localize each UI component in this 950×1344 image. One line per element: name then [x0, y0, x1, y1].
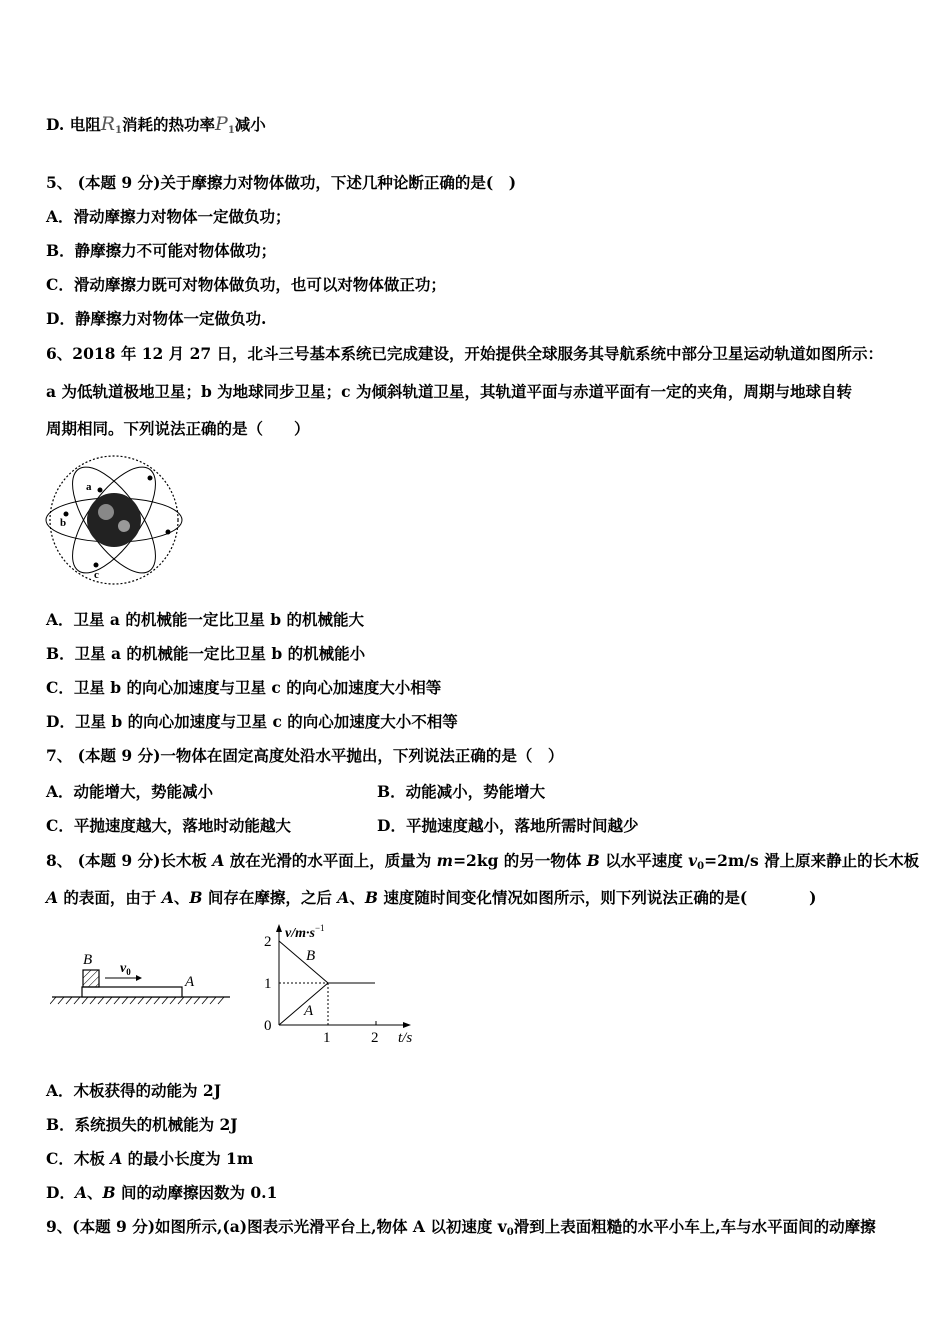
earth	[87, 493, 141, 547]
q7-option-a: A．动能增大，势能减小	[46, 782, 214, 801]
board-a	[82, 987, 182, 997]
text: 、	[349, 888, 365, 907]
text: B	[189, 888, 203, 907]
text: 减小	[234, 115, 266, 134]
text: 放在光滑的水平面上，质量为	[224, 851, 437, 870]
text: 的最小长度为 1m	[122, 1149, 254, 1168]
satellite-dot	[148, 476, 153, 481]
text: 以水平速度	[599, 851, 689, 870]
symbol-r-sub: 1	[115, 125, 122, 136]
y-tick-0: 0	[264, 1018, 272, 1034]
text: 间存在摩擦，之后	[202, 888, 338, 907]
x-axis-label: t/s	[398, 1030, 413, 1046]
text: A	[337, 888, 350, 907]
text: v	[688, 851, 698, 870]
text: B	[586, 851, 600, 870]
label-v0: $v_0$	[120, 961, 131, 977]
series-label-b: B	[306, 948, 316, 964]
q6-option-c: C．卫星 b 的向心加速度与卫星 c 的向心加速度大小相等	[46, 678, 442, 697]
series-label-a: A	[304, 1003, 314, 1019]
q6-option-a: A．卫星 a 的机械能一定比卫星 b 的机械能大	[46, 610, 364, 629]
label-c: c	[94, 569, 99, 581]
symbol-p-sub: 1	[227, 125, 235, 136]
q6-stem-line1: 6、2018 年 12 月 27 日，北斗三号基本系统已完成建设，开始提供全球服务其导航系统中部分卫星运动轨道如图所示：	[46, 344, 884, 363]
text: =2kg 的另一物体	[453, 851, 587, 870]
x-tick-2: 2	[371, 1030, 379, 1046]
text: C．木板	[46, 1149, 111, 1168]
label-b: b	[60, 517, 67, 529]
block-on-board-figure	[50, 940, 235, 1010]
line-b	[279, 941, 328, 983]
option-letter: D.	[46, 115, 65, 134]
y-axis-arrowhead	[276, 924, 282, 932]
satellite-b	[64, 512, 69, 517]
text: 0	[697, 861, 705, 872]
text: A	[110, 1149, 123, 1168]
satellite-dot	[166, 530, 171, 535]
block-b	[83, 970, 99, 987]
earth-land	[118, 520, 130, 532]
text: B	[102, 1183, 116, 1202]
ground-hatching	[50, 997, 224, 1004]
satellite-c	[94, 563, 99, 568]
symbol-p: P	[215, 113, 228, 135]
velocity-time-graph	[255, 918, 425, 1048]
text: B	[364, 888, 378, 907]
text: 消耗的热功率	[122, 115, 216, 134]
q8-option-d	[46, 1182, 910, 1204]
text: 8、 (本题 9 分)长木板	[46, 851, 213, 870]
text: m	[436, 851, 454, 870]
text: =2m/s 滑上原来静止的长木板	[704, 851, 920, 870]
q7-options-row2	[46, 815, 910, 837]
text: A	[161, 888, 174, 907]
velocity-arrowhead	[136, 975, 142, 981]
text: 0	[506, 1227, 514, 1238]
x-tick-1: 1	[323, 1030, 331, 1046]
text: 电阻	[69, 115, 101, 134]
text: A	[212, 851, 225, 870]
q7-option-d: D．平抛速度越小，落地所需时间越少	[377, 816, 639, 835]
q6-stem-line2: a 为低轨道极地卫星；b 为地球同步卫星；c 为倾斜轨道卫星，其轨道平面与赤道平面有一定的夹角，周期与地球自转	[46, 382, 853, 401]
text: 间的动摩擦因数为 0.1	[115, 1183, 278, 1202]
q6-option-d: D．卫星 b 的向心加速度与卫星 c 的向心加速度大小不相等	[46, 712, 458, 731]
q4-option-d	[46, 113, 910, 142]
q8-stem-line1	[46, 850, 920, 878]
text: A	[74, 1183, 87, 1202]
text: 、	[173, 888, 190, 907]
q6-option-b: B．卫星 a 的机械能一定比卫星 b 的机械能小	[46, 644, 366, 663]
y-tick-1: 1	[264, 976, 272, 992]
x-axis-arrowhead	[403, 1022, 411, 1028]
label-a: A	[185, 974, 195, 990]
text: 速度随时间变化情况如图所示，则下列说法正确的是( )	[377, 888, 817, 907]
q7-option-b: B．动能减小，势能增大	[377, 782, 546, 801]
q8-stem-line2	[46, 887, 910, 909]
q7-options-row1	[46, 781, 910, 803]
y-axis-label: $v/m\cdot s^{-1}$	[285, 923, 325, 941]
text: 滑到上表面粗糙的水平小车上,车与水平面间的动摩擦	[513, 1217, 876, 1236]
q9-stem-line1	[46, 1216, 910, 1244]
q7-stem: 7、 (本题 9 分)一物体在固定高度处沿水平抛出，下列说法正确的是（ ）	[46, 746, 564, 765]
q8-option-c	[46, 1148, 910, 1170]
symbol-r: R	[100, 113, 116, 135]
q8-option-b: B．系统损失的机械能为 2J	[46, 1115, 238, 1134]
text: 9、(本题 9 分)如图所示,(a)图表示光滑平台上,物体 A 以初速度 v	[46, 1217, 507, 1236]
q5-option-d: D．静摩擦力对物体一定做负功.	[46, 309, 267, 328]
label-b: B	[83, 952, 93, 968]
q5-option-a: A．滑动摩擦力对物体一定做负功；	[46, 207, 291, 226]
text: 的表面，由于	[58, 888, 162, 907]
label-a: a	[86, 481, 92, 493]
earth-land	[98, 504, 114, 520]
satellite-a	[98, 488, 103, 493]
q7-option-c: C．平抛速度越大，落地时动能越大	[46, 816, 291, 835]
text: A	[46, 888, 59, 907]
text: 、	[86, 1183, 103, 1202]
text: D．	[46, 1183, 75, 1202]
q5-option-b: B．静摩擦力不可能对物体做功；	[46, 241, 277, 260]
y-tick-2: 2	[264, 934, 272, 950]
satellite-orbit-figure	[44, 450, 184, 590]
q5-stem: 5、 (本题 9 分)关于摩擦力对物体做功，下述几种论断正确的是( )	[46, 173, 517, 192]
q6-stem-line3: 周期相同。下列说法正确的是（ ）	[46, 419, 310, 438]
q8-option-a: A．木板获得的动能为 2J	[46, 1081, 222, 1100]
q5-option-c: C．滑动摩擦力既可对物体做负功，也可以对物体做正功；	[46, 275, 446, 294]
